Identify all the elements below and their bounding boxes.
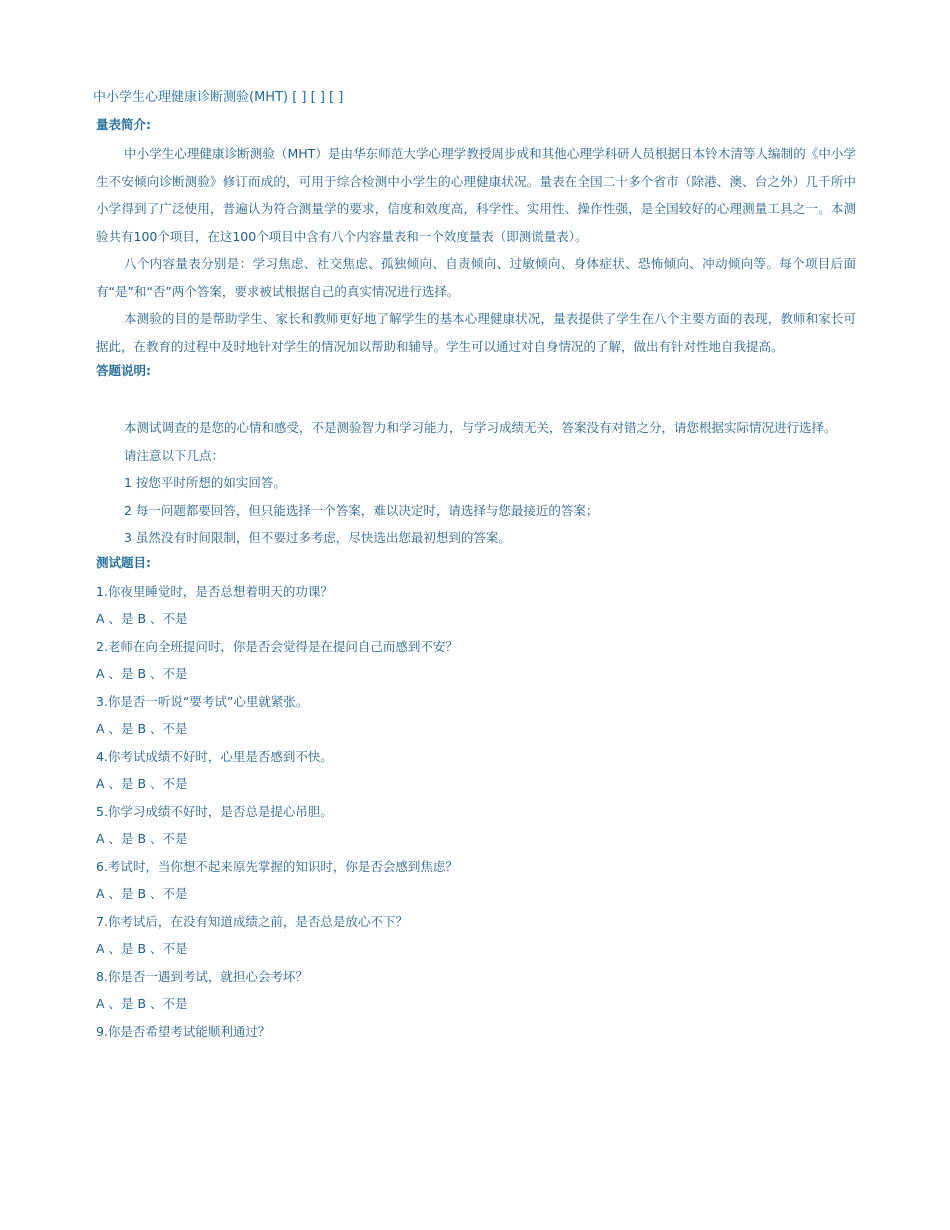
question-options: A 、是 B 、不是 (96, 941, 188, 956)
spacer (96, 386, 856, 414)
intro-paragraph: 本测验的目的是帮助学生、家长和教师更好地了解学生的基本心理健康状况，量表提供了学生在八个主要方面的表现，教师和家长可据此，在教育的过程中及时地针对学生的情况加以帮助和辅导。学生可以通过对自身情况的了解，做出有针对性地自我提高。 (96, 311, 856, 354)
question-options: A 、是 B 、不是 (96, 666, 188, 681)
note-item: 2 每一问题都要回答，但只能选择一个答案，难以决定时，请选择与您最接近的答案； (124, 502, 599, 518)
question-options: A 、是 B 、不是 (96, 721, 188, 736)
note-intro: 请注意以下几点： (124, 447, 225, 463)
note-item: 1 按您平时所想的如实回答。 (124, 475, 286, 490)
instructions-heading: 答题说明: (96, 363, 151, 378)
question-text: 2.老师在向全班提问时，你是否会觉得是在提问自己而感到不安？ (96, 638, 458, 654)
question-options: A 、是 B 、不是 (96, 611, 188, 626)
intro-paragraph: 八个内容量表分别是：学习焦虑、社交焦虑、孤独倾向、自责倾向、过敏倾向、身体症状、恐怖倾向、冲动倾向等。每个项目后面有“是”和“否”两个答案，要求被试根据自己的真实情况进行选择。 (96, 256, 856, 299)
intro-paragraph: 中小学生心理健康诊断测验（MHT）是由华东师范大学心理学教授周步成和其他心理学科研人员根据日本铃木清等人编制的《中小学生不安倾向诊断测验》修订而成的，可用于综合检测中小学生的心理健康状况。量表在全国二十多个省市（除港、澳、台之外）几千所中小学得到了广泛使用，普遍认为符合测量学的要求，信度和效度高，科学性、实用性、操作性强，是全国较好的心理测量工具之一。本测验共有100个项目，在这100个项目中含有八个内容量表和一个效度量表（即测谎量表）。 (96, 146, 856, 244)
question-options: A 、是 B 、不是 (96, 831, 188, 846)
question-text: 8.你是否一遇到考试，就担心会考坏？ (96, 968, 308, 984)
intro-heading: 量表简介: (96, 117, 151, 132)
question-text: 4.你考试成绩不好时，心里是否感到不快。 (96, 748, 333, 764)
question-list (96, 578, 856, 1046)
note-item: 3 虽然没有时间限制，但不要过多考虑，尽快选出您最初想到的答案。 (124, 530, 511, 545)
question-options: A 、是 B 、不是 (96, 886, 188, 901)
questions-heading: 测试题目: (96, 554, 151, 570)
document-content (93, 88, 856, 1045)
question-text: 6.考试时，当你想不起来原先掌握的知识时，你是否会感到焦虑？ (96, 858, 458, 874)
question-text: 3.你是否一听说“要考试”心里就紧张。 (96, 693, 309, 709)
question-text: 5.你学习成绩不好时，是否总是提心吊胆。 (96, 803, 333, 819)
document-title: 中小学生心理健康诊断测验(MHT) [ ] [ ] [ ] (93, 90, 344, 105)
question-options: A 、是 B 、不是 (96, 996, 188, 1011)
instructions-paragraph: 本测试调查的是您的心情和感受，不是测验智力和学习能力，与学习成绩无关，答案没有对错之分，请您根据实际情况进行选择。 (124, 420, 837, 435)
question-text: 1.你夜里睡觉时，是否总想着明天的功课？ (96, 583, 333, 599)
question-text: 7.你考试后，在没有知道成绩之前，是否总是放心不下？ (96, 913, 408, 929)
question-text: 9.你是否希望考试能顺利通过？ (96, 1023, 271, 1039)
question-options: A 、是 B 、不是 (96, 776, 188, 791)
